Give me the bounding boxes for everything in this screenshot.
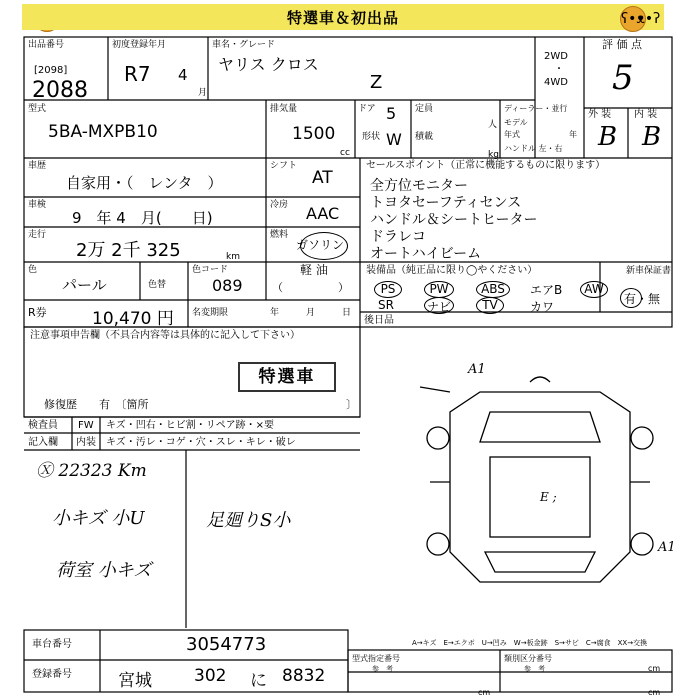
chassis-label: 車台番号 — [32, 639, 72, 650]
diagram-mark-e: E ; — [540, 490, 557, 504]
capacity-label: 定員 — [415, 104, 434, 114]
load-unit: kg — [488, 150, 499, 160]
inspector-interior-label: 内装 — [76, 437, 96, 448]
exterior-label: 外 装 — [588, 109, 612, 120]
notes-label: 注意事項申告欄（不具合内容等は具体的に記入して下さい） — [30, 330, 300, 341]
registration-month: 4 — [178, 66, 188, 84]
handwritten-note-b: 足廻りS小 — [206, 510, 291, 531]
equipment-navi: ナビ — [424, 297, 454, 314]
model-grade: Z — [370, 72, 383, 93]
special-selection-stamp: 特選車 — [238, 362, 336, 392]
fuel-other: （ ） — [272, 281, 349, 294]
color-code-label: 色コード — [192, 265, 229, 275]
color-change-label: 色替 — [148, 280, 167, 290]
fuel-diesel: 軽 油 — [300, 263, 328, 277]
lot-label: 出品番号 — [28, 40, 65, 50]
equipment-aw: AW — [580, 281, 608, 298]
equipment-ps: PS — [374, 281, 402, 298]
type-designation-label: 型式指定番号 — [352, 654, 400, 663]
doors-label: ドア — [358, 104, 376, 114]
type-designation-sub: 参 考 — [372, 665, 393, 673]
dealer-line3: 年式 — [504, 130, 520, 139]
name-change-month: 月 — [306, 308, 316, 318]
drive-option-2wd: 2WD — [544, 51, 568, 62]
recycle-label: R券 — [28, 306, 47, 319]
plate-kana: に — [250, 671, 267, 691]
sales-point-item: ハンドル＆シートヒーター — [370, 212, 538, 228]
inspection-label: 車検 — [28, 200, 47, 210]
inspector-label: 検査員 — [28, 420, 58, 431]
dealer-line1: ディーラー・並行 — [504, 104, 568, 113]
interior-grade: B — [642, 122, 662, 152]
warranty-label: 新車保証書 — [626, 266, 672, 276]
dealer-year-unit: 年 — [569, 130, 577, 139]
color-code-value: 089 — [212, 276, 243, 295]
plate-label: 登録番号 — [32, 669, 72, 680]
warranty-value: 有・無 — [624, 292, 661, 306]
chassis-value: 3054773 — [186, 634, 267, 655]
repair-history-close: 〕 — [346, 398, 357, 411]
displacement-unit: cc — [340, 148, 350, 158]
handwritten-note-c: 荷室 小キズ — [56, 560, 152, 581]
dealer-line4: ハンドル 左・右 — [504, 144, 563, 153]
type-code-label: 型式 — [28, 104, 47, 114]
model-name: ヤリス クロス — [218, 55, 319, 74]
shape-label: 形状 — [362, 132, 381, 142]
score-label: 評 価 点 — [602, 38, 642, 51]
ac-label: 冷房 — [270, 200, 289, 210]
name-change-year: 年 — [270, 308, 280, 318]
displacement-label: 排気量 — [270, 104, 298, 114]
drive-dot: ・ — [554, 64, 564, 75]
plate-class: 302 — [194, 666, 227, 686]
score-value: 5 — [612, 58, 634, 98]
mileage-value: 2万 2千 325 — [76, 240, 181, 261]
capacity-unit: 人 — [488, 120, 498, 130]
inspector-exterior-marks: キズ・凹右・ヒビ割・リペア跡・×要 — [106, 420, 274, 431]
equipment-label: 装備品（純正品に限り◯やください） — [366, 265, 538, 276]
usage-value: 自家用・（ レンタ ） — [66, 174, 223, 192]
color-label: 色 — [28, 265, 38, 275]
ac-value: AAC — [306, 204, 340, 223]
inspector-entry-label: 記入欄 — [28, 437, 58, 448]
lot-sub: [2098] — [34, 65, 68, 76]
equipment-sr: SR — [378, 298, 394, 312]
sales-point-item: オートハイビーム — [370, 246, 482, 262]
shape-value: W — [386, 130, 402, 149]
diagram-mark-a1-top: A1 — [468, 362, 486, 377]
registration-label: 初度登録年月 — [112, 40, 167, 50]
shift-value: AT — [312, 168, 333, 188]
equipment-airbag: エアB — [530, 283, 563, 297]
type-designation-unit: cm — [478, 688, 491, 697]
doors-value: 5 — [386, 104, 397, 123]
diagram-mark-a1-side: A1 — [658, 540, 676, 555]
load-label: 積載 — [415, 132, 434, 142]
sales-point-item: ドラレコ — [370, 229, 426, 245]
handwritten-note-a: 小キズ 小U — [52, 508, 145, 529]
inspection-value: 9 年 4 月( 日) — [72, 209, 213, 227]
recycle-value: 10,470 円 — [92, 309, 174, 329]
color-value: パール — [62, 276, 107, 294]
header-title: 特選車＆初出品 — [286, 8, 399, 27]
registration-month-unit: 月 — [198, 88, 208, 98]
handwritten-mileage-note: Ⓧ 22323 Km — [36, 461, 147, 481]
equipment-pw: PW — [424, 281, 454, 298]
fuel-label: 燃料 — [270, 230, 289, 240]
displacement-value: 1500 — [292, 124, 336, 144]
equipment-abs: ABS — [476, 281, 510, 298]
drive-option-4wd: 4WD — [544, 77, 568, 88]
equipment-tv: TV — [476, 297, 504, 314]
registration-era-year: R7 — [124, 62, 151, 86]
extra-unit: cm — [648, 664, 661, 673]
repair-history: 修復歴 有 〔箇所 — [44, 398, 149, 411]
name-change-day: 日 — [342, 308, 352, 318]
category-number-label: 類別区分番号 — [504, 654, 552, 663]
plate-region: 宮城 — [118, 671, 152, 691]
mileage-unit: km — [226, 252, 240, 262]
category-number-unit: cm — [648, 688, 661, 697]
name-change-label: 名変期限 — [192, 308, 229, 318]
fuel-gas: ガソリン — [296, 238, 345, 252]
post-registration-label: 後日品 — [364, 315, 394, 326]
dealer-line2: モデル — [504, 118, 528, 127]
plate-number: 8832 — [282, 666, 326, 686]
exterior-grade: B — [598, 122, 618, 152]
inspector-interior-marks: キズ・汚レ・コゲ・穴・スレ・キレ・破レ — [106, 437, 296, 448]
category-number-sub: 参 考 — [524, 665, 545, 673]
mileage-label: 走行 — [28, 230, 47, 240]
usage-label: 車歴 — [28, 161, 47, 171]
lot-number: 2088 — [32, 78, 88, 103]
inspector-fw: FW — [78, 420, 94, 431]
type-code-value: 5BA-MXPB10 — [48, 122, 158, 142]
equipment-leather: カワ — [530, 300, 555, 314]
sales-point-item: 全方位モニター — [370, 178, 468, 194]
model-label: 車名・グレード — [212, 40, 276, 50]
damage-legend: A→キズ E→エクボ U→凹み W→板金跡 S→サビ C→腐食 XX→交換 — [412, 639, 648, 647]
bear-mascot-icon: ʕ•ᴥ•ʔ — [620, 6, 646, 32]
sales-points-label: セールスポイント（正常に機能するものに限ります） — [366, 160, 606, 171]
sales-point-item: トヨタセーフティセンス — [370, 195, 522, 211]
shift-label: シフト — [270, 161, 298, 171]
interior-label: 内 装 — [634, 109, 658, 120]
